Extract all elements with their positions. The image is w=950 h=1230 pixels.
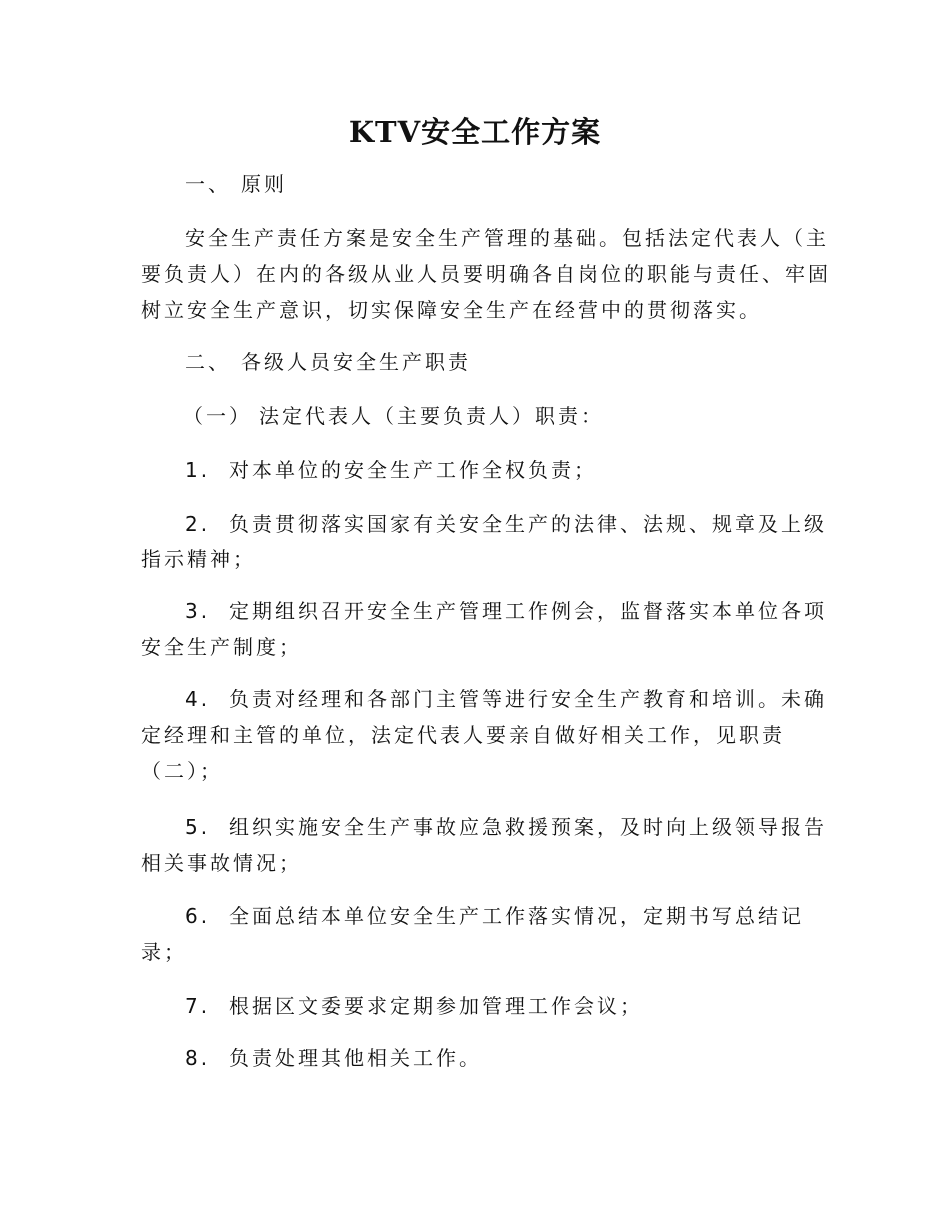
document-title: KTV安全工作方案: [348, 115, 602, 149]
subsection-number: （一）: [183, 404, 252, 428]
list-item: [185, 597, 845, 625]
list-item: [185, 902, 845, 930]
section-heading: [185, 170, 845, 198]
list-item-text: 负责处理其他相关工作。: [229, 1046, 482, 1070]
section-number: 二、: [185, 350, 231, 374]
list-item: [185, 510, 845, 538]
list-item-number: 1.: [185, 458, 211, 482]
list-item-text: 负责对经理和各部门主管等进行安全生产教育和培训。未确: [229, 687, 827, 711]
list-item-continuation: （二）；: [141, 759, 223, 783]
subsection-heading: [183, 402, 843, 430]
list-item-number: 3.: [185, 599, 211, 623]
list-item-text: 定期组织召开安全生产管理工作例会，监督落实本单位各项: [229, 599, 827, 623]
list-item-text: 对本单位的安全生产工作全权负责；: [229, 458, 597, 482]
list-item-text: 根据区文委要求定期参加管理工作会议；: [229, 994, 643, 1018]
list-item-number: 8.: [185, 1046, 211, 1070]
list-item-number: 7.: [185, 994, 211, 1018]
list-item-text: 组织实施安全生产事故应急救援预案，及时向上级领导报告: [229, 815, 827, 839]
section-number: 一、: [185, 172, 231, 196]
section-heading: [185, 348, 845, 376]
section-title: 各级人员安全生产职责: [241, 350, 471, 374]
list-item-continuation: 定经理和主管的单位，法定代表人要亲自做好相关工作，见职责: [141, 723, 785, 747]
list-item-number: 2.: [185, 512, 211, 536]
list-item-text: 全面总结本单位安全生产工作落实情况，定期书写总结记: [229, 904, 804, 928]
paragraph-line: 安全生产责任方案是安全生产管理的基础。包括法定代表人（主: [185, 226, 829, 250]
list-item: [185, 992, 845, 1020]
subsection-title: 法定代表人（主要负责人）职责：: [259, 404, 604, 428]
section-title: 原则: [241, 172, 287, 196]
list-item: [185, 685, 845, 713]
list-item: [185, 456, 845, 484]
list-item-continuation: 指示精神；: [141, 547, 256, 571]
list-item: [185, 1044, 845, 1072]
list-item-number: 6.: [185, 904, 211, 928]
list-item-continuation: 录；: [141, 940, 187, 964]
list-item-text: 负责贯彻落实国家有关安全生产的法律、法规、规章及上级: [229, 512, 827, 536]
list-item-number: 5.: [185, 815, 211, 839]
paragraph-line: 树立安全生产意识，切实保障安全生产在经营中的贯彻落实。: [141, 298, 762, 322]
paragraph-line: 要负责人）在内的各级从业人员要明确各自岗位的职能与责任、牢固: [141, 262, 831, 286]
list-item: [185, 813, 845, 841]
list-item-number: 4.: [185, 687, 211, 711]
list-item-continuation: 安全生产制度；: [141, 635, 302, 659]
list-item-continuation: 相关事故情况；: [141, 851, 302, 875]
